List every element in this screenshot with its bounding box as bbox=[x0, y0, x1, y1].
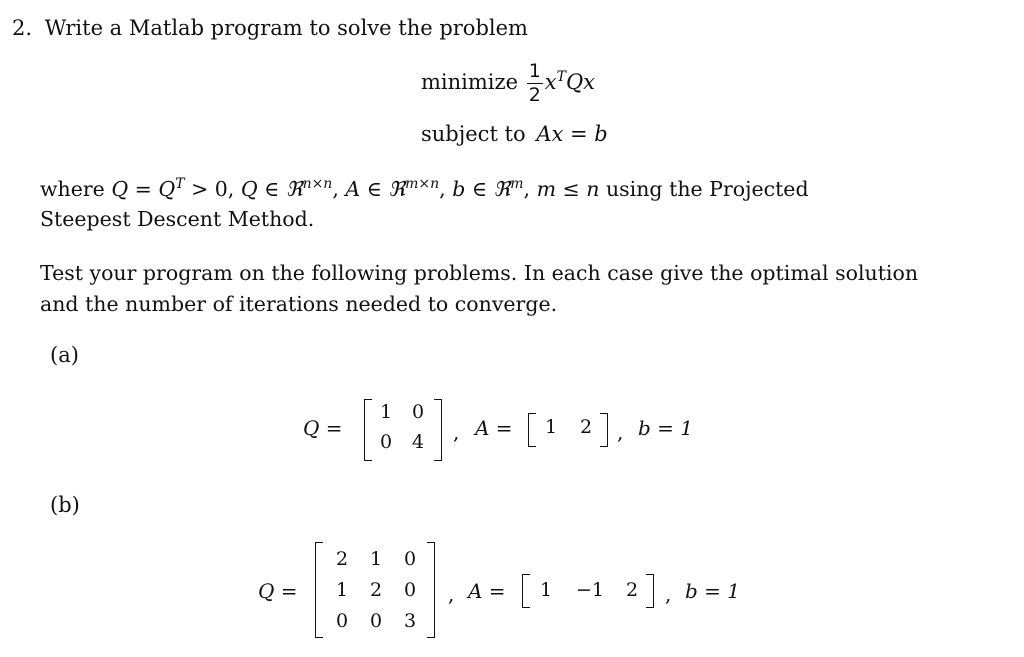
case-b-q-21: 1 bbox=[335, 579, 349, 601]
minimize-keyword: minimize bbox=[421, 70, 518, 94]
case-a-q-21: 0 bbox=[379, 431, 393, 453]
transpose-sup: T bbox=[556, 69, 566, 85]
constraint-expression: Ax = b bbox=[536, 122, 608, 146]
q-transpose-sup: T bbox=[175, 176, 185, 192]
q-domain-sup: n×n bbox=[302, 176, 333, 192]
problem-statement: Write a Matlab program to solve the problem bbox=[44, 16, 528, 40]
case-a-label: (a) bbox=[50, 343, 79, 367]
case-b-a-3: 2 bbox=[625, 579, 639, 601]
case-a-q-22: 4 bbox=[411, 431, 425, 453]
case-b-q-13: 0 bbox=[403, 548, 417, 570]
where-line bbox=[40, 176, 809, 201]
case-b-a-2: −1 bbox=[575, 579, 604, 601]
case-a-a-label: A = bbox=[475, 416, 513, 440]
case-b-q-31: 0 bbox=[335, 610, 349, 632]
test-line-1: Test your program on the following problems. In each case give the optimal solution bbox=[40, 261, 919, 285]
case-a-comma-2: , bbox=[617, 420, 624, 444]
b-domain-comma: , bbox=[523, 176, 531, 201]
fraction-denominator: 2 bbox=[528, 84, 541, 106]
a-domain-sup: m×n bbox=[405, 176, 440, 192]
case-b-a-1: 1 bbox=[539, 579, 553, 601]
case-b-a-label: A = bbox=[468, 579, 506, 603]
case-b-q-22: 2 bbox=[369, 579, 383, 601]
q-domain-comma: , bbox=[332, 176, 339, 201]
case-a-a-1: 1 bbox=[544, 416, 558, 438]
case-b-q-label: Q = bbox=[258, 579, 298, 603]
case-b-comma-2: , bbox=[665, 582, 672, 606]
method-text: using the Projected bbox=[605, 176, 809, 201]
b-domain: b ∈ ℜ bbox=[452, 176, 511, 201]
case-b-a-left-bracket bbox=[522, 574, 530, 608]
case-b-q-23: 0 bbox=[403, 579, 417, 601]
case-a-comma-1: , bbox=[453, 420, 460, 444]
case-a-q-12: 0 bbox=[411, 401, 425, 423]
case-a-q-left-bracket bbox=[364, 399, 372, 461]
q-positive: > 0, bbox=[191, 176, 235, 201]
q-domain: Q ∈ ℜ bbox=[240, 176, 303, 201]
case-a-a-right-bracket bbox=[600, 413, 608, 447]
a-domain-comma: , bbox=[439, 176, 446, 201]
problem-number: 2. bbox=[12, 16, 33, 40]
case-a-equation bbox=[300, 397, 720, 467]
case-a-q-label: Q = bbox=[303, 416, 343, 440]
case-b-q-32: 0 bbox=[369, 610, 383, 632]
where-word: where bbox=[40, 176, 105, 201]
case-b-label: (b) bbox=[50, 493, 80, 517]
case-b-q-11: 2 bbox=[335, 548, 349, 570]
b-domain-sup: m bbox=[510, 176, 524, 192]
objective-line bbox=[421, 62, 595, 105]
case-b-b-eq: b = 1 bbox=[685, 579, 740, 603]
case-a-q-11: 1 bbox=[379, 401, 393, 423]
problem-heading bbox=[12, 16, 528, 40]
case-b-q-12: 1 bbox=[369, 548, 383, 570]
case-b-q-left-bracket bbox=[315, 542, 323, 638]
case-a-b-eq: b = 1 bbox=[638, 416, 693, 440]
case-b-equation bbox=[255, 540, 755, 640]
objective-x: x bbox=[544, 70, 557, 94]
case-a-a-2: 2 bbox=[579, 416, 593, 438]
case-b-q-33: 3 bbox=[403, 610, 417, 632]
a-domain: A ∈ ℜ bbox=[345, 176, 406, 201]
method-line-2: Steepest Descent Method. bbox=[40, 207, 315, 231]
m-le-n: m ≤ n bbox=[536, 176, 600, 201]
one-half-fraction bbox=[527, 62, 543, 105]
case-b-comma-1: , bbox=[448, 582, 455, 606]
objective-tail: Qx bbox=[565, 70, 596, 94]
q-symmetric: Q = Q bbox=[111, 176, 176, 201]
case-b-q-right-bracket bbox=[427, 542, 435, 638]
case-a-q-right-bracket bbox=[434, 399, 442, 461]
test-line-2: and the number of iterations needed to converge. bbox=[40, 292, 558, 316]
subject-to-keyword: subject to bbox=[421, 122, 526, 146]
case-b-a-right-bracket bbox=[646, 574, 654, 608]
fraction-numerator: 1 bbox=[528, 60, 541, 82]
constraint-line bbox=[421, 122, 608, 146]
case-a-a-left-bracket bbox=[528, 413, 536, 447]
